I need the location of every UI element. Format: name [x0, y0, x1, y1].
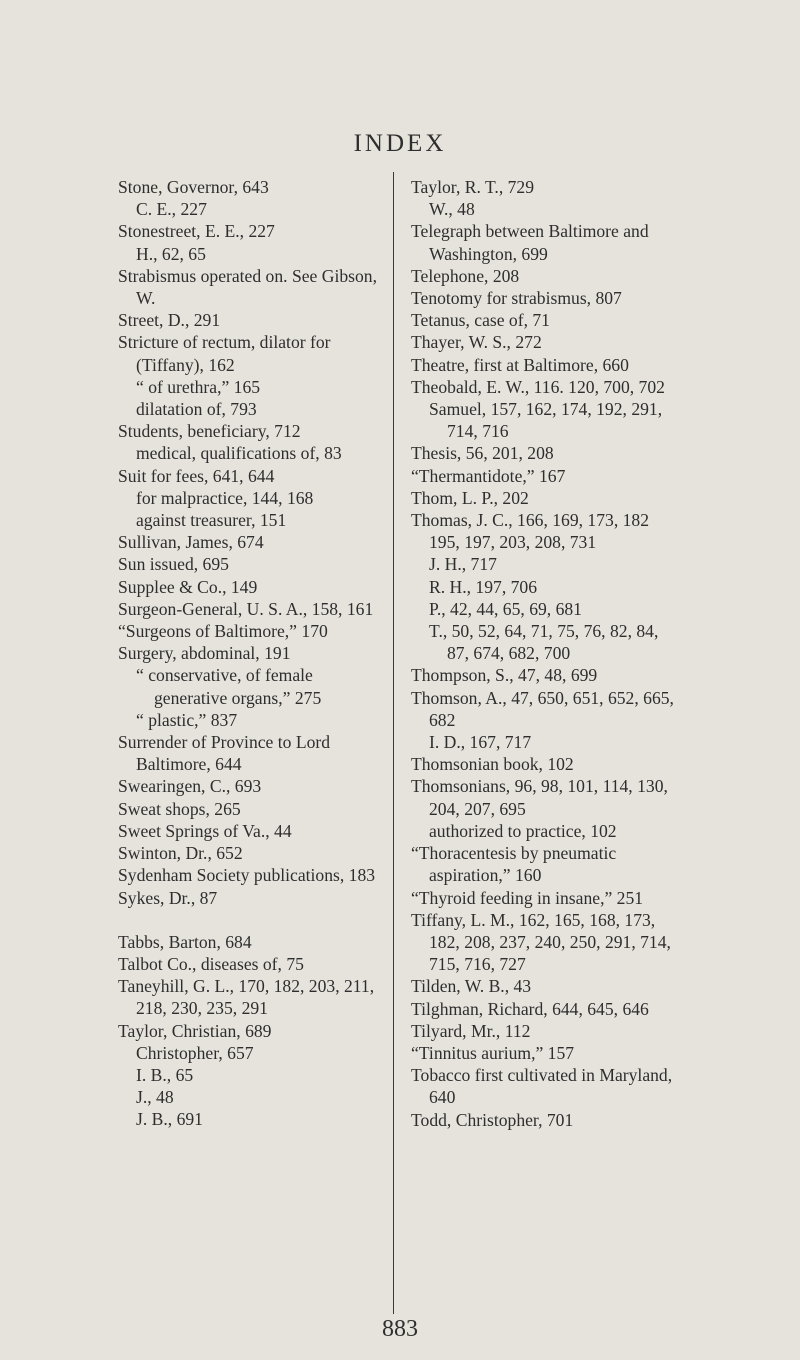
index-entry: Todd, Christopher, 701	[411, 1109, 574, 1130]
index-entry: “Thermantidote,” 167	[411, 465, 566, 486]
index-entry: Thomsonians, 96, 98, 101, 114, 130, 204, 207, 695	[411, 776, 668, 819]
index-entry: against treasurer, 151	[136, 510, 287, 531]
index-entry: “ conservative, of female generative organs,” 275	[136, 665, 322, 708]
index-entry: Thom, L. P., 202	[411, 487, 529, 508]
index-entry: Taylor, R. T., 729	[411, 177, 535, 197]
index-entry: Talbot Co., diseases of, 75	[118, 953, 304, 974]
index-entry: J., 48	[136, 1087, 174, 1108]
index-entry: Suit for fees, 641, 644	[118, 465, 275, 486]
index-entry: Strabismus operated on. See Gibson, W.	[118, 265, 377, 309]
index-entry: “Tinnitus aurium,” 157	[411, 1042, 575, 1063]
page-heading: INDEX	[353, 130, 447, 157]
index-entry: Tilyard, Mr., 112	[411, 1020, 531, 1041]
index-entry: Sweet Springs of Va., 44	[118, 820, 292, 841]
index-entry: Tilghman, Richard, 644, 645, 646	[411, 998, 649, 1019]
index-entry: Sullivan, James, 674	[118, 532, 264, 553]
index-entry: Samuel, 157, 162, 174, 192, 291, 714, 716	[429, 399, 663, 442]
index-entry: T., 50, 52, 64, 71, 75, 76, 82, 84, 87, 674, 682, 700	[429, 621, 659, 664]
index-entry: Telephone, 208	[411, 265, 520, 286]
index-entry: “ of urethra,” 165	[136, 376, 261, 397]
index-entry: Thomson, A., 47, 650, 651, 652, 665, 682	[411, 687, 674, 730]
index-entry: Swearingen, C., 693	[118, 776, 262, 797]
index-entry: Stricture of rectum, dilator for (Tiffany), 162	[118, 332, 331, 375]
index-entry: medical, qualifications of, 83	[136, 443, 342, 464]
index-entry: Thompson, S., 47, 48, 699	[411, 665, 598, 686]
index-entry: Tobacco first cultivated in Maryland, 640	[411, 1065, 673, 1108]
index-entry: C. E., 227	[136, 199, 207, 220]
index-entry: Sun issued, 695	[118, 554, 229, 575]
index-entry: Taylor, Christian, 689	[118, 1020, 272, 1041]
index-entry: authorized to practice, 102	[429, 820, 617, 841]
index-entry: Sweat shops, 265	[118, 798, 241, 819]
index-entry: Telegraph between Baltimore and Washington, 699	[411, 221, 649, 264]
index-entry: “ plastic,” 837	[136, 709, 238, 730]
index-entry: Stonestreet, E. E., 227	[118, 221, 275, 242]
left-index-column	[118, 176, 378, 1131]
index-entry: Tilden, W. B., 43	[411, 976, 532, 997]
index-entry: Sydenham Society publications, 183	[118, 865, 376, 886]
right-index-column	[411, 176, 681, 1131]
index-entry: J. H., 717	[429, 554, 497, 575]
page-number: 883	[382, 1316, 418, 1342]
column-divider	[393, 172, 394, 1314]
index-entry: Christopher, 657	[136, 1042, 254, 1063]
index-entry: “Thyroid feeding in insane,” 251	[411, 887, 644, 908]
index-entry: I. D., 167, 717	[429, 732, 532, 753]
index-entry: P., 42, 44, 65, 69, 681	[429, 598, 582, 619]
index-entry: Theobald, E. W., 116. 120, 700, 702	[411, 376, 665, 397]
index-entry: Tenotomy for strabismus, 807	[411, 288, 622, 309]
index-entry: Thesis, 56, 201, 208	[411, 443, 554, 464]
index-entry: dilatation of, 793	[136, 399, 257, 420]
index-entry: Tetanus, case of, 71	[411, 310, 550, 331]
index-entry: for malpractice, 144, 168	[136, 487, 314, 508]
index-entry: J. B., 691	[136, 1109, 203, 1130]
index-entry: Tabbs, Barton, 684	[118, 931, 252, 952]
index-entry: Supplee & Co., 149	[118, 576, 258, 597]
index-entry: Surgeon-General, U. S. A., 158, 161	[118, 598, 374, 619]
index-entry: Thayer, W. S., 272	[411, 332, 542, 353]
index-entry: Thomas, J. C., 166, 169, 173, 182 195, 197, 203, 208, 731	[411, 510, 650, 553]
index-entry: Street, D., 291	[118, 310, 221, 331]
index-entry: R. H., 197, 706	[429, 576, 538, 597]
index-entry: Stone, Governor, 643	[118, 177, 269, 197]
index-entry: Students, beneficiary, 712	[118, 421, 301, 442]
index-entry: Taneyhill, G. L., 170, 182, 203, 211, 218, 230, 235, 291	[118, 976, 375, 1019]
index-entry: Tiffany, L. M., 162, 165, 168, 173, 182, 208, 237, 240, 250, 291, 714, 715, 716, 727	[411, 909, 671, 975]
index-entry: Surrender of Province to Lord Baltimore, 644	[118, 732, 331, 775]
index-entry: Swinton, Dr., 652	[118, 843, 243, 864]
index-entry: I. B., 65	[136, 1064, 194, 1085]
index-entry: H., 62, 65	[136, 243, 206, 264]
index-entry: Thomsonian book, 102	[411, 754, 574, 775]
index-entry: W., 48	[429, 199, 475, 220]
index-entry: “Thoracentesis by pneumatic aspiration,” 160	[411, 843, 617, 886]
section-gap	[118, 909, 378, 931]
index-entry: Sykes, Dr., 87	[118, 887, 218, 908]
index-entry: “Surgeons of Baltimore,” 170	[118, 621, 328, 642]
index-entry: Theatre, first at Baltimore, 660	[411, 354, 629, 375]
index-entry: Surgery, abdominal, 191	[118, 643, 291, 664]
